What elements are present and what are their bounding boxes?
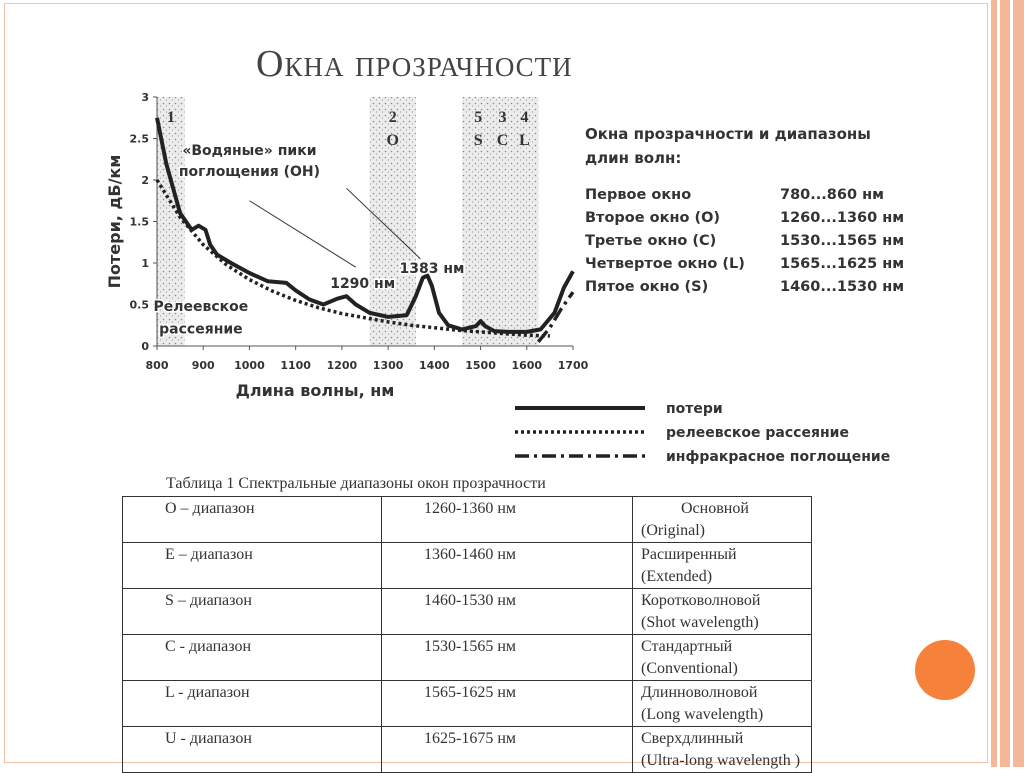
band-name-english: (Shot wavelength) [641, 614, 759, 631]
band-cell: E – диапазон [123, 543, 382, 589]
decorative-dot [915, 640, 975, 700]
slide-title: Окна прозрачности [256, 43, 573, 85]
info-window-range: 1565...1625 нм [780, 256, 905, 272]
window-band-label: C [496, 132, 509, 149]
band-cell: O – диапазон [123, 497, 382, 543]
info-window-range: 1530...1565 нм [780, 233, 905, 249]
chart-annotation: 1290 нм [330, 275, 396, 292]
name-cell [633, 727, 812, 773]
table-row [123, 543, 812, 589]
band-cell: C - диапазон [123, 635, 382, 681]
info-row [585, 230, 925, 253]
legend-label: инфракрасное поглощение [666, 449, 891, 465]
legend-label: потери [666, 401, 723, 417]
y-axis-title: Потери, дБ/км [105, 154, 124, 289]
name-cell [633, 681, 812, 727]
window-number-label: 5 [474, 109, 483, 126]
table-row [123, 681, 812, 727]
name-cell [633, 497, 812, 543]
x-tick-label: 800 [145, 359, 169, 372]
x-tick-label: 1700 [557, 359, 589, 372]
table-row [123, 635, 812, 681]
band-cell: U - диапазон [123, 727, 382, 773]
window-band-label: L [519, 132, 530, 149]
info-heading: Окна прозрачности и диапазоны длин волн: [585, 125, 871, 167]
x-tick-label: 1000 [234, 359, 265, 372]
info-window-name: Четвертое окно (L) [585, 256, 745, 272]
range-cell: 1260-1360 нм [382, 497, 633, 543]
window-info-panel [585, 122, 925, 299]
window-number-label: 2 [388, 109, 397, 126]
range-cell: 1625-1675 нм [382, 727, 633, 773]
band-name: Основной (Original) [641, 500, 749, 539]
table-row [123, 727, 812, 773]
x-tick-label: 1300 [372, 359, 404, 372]
info-window-range: 1260...1360 нм [780, 210, 905, 226]
series-line [538, 292, 573, 342]
window-band-label: O [386, 132, 399, 149]
x-tick-label: 1500 [465, 359, 496, 372]
range-cell: 1460-1530 нм [382, 589, 633, 635]
x-axis-title: Длина волны, нм [235, 381, 395, 400]
window-number-label: 4 [520, 109, 529, 126]
x-tick-label: 1200 [326, 359, 358, 372]
y-tick-label: 2 [141, 174, 149, 187]
window-band-label: S [473, 132, 483, 149]
info-window-name: Первое окно [585, 187, 692, 203]
chart-annotation: «Водяные» пики [182, 143, 317, 160]
legend-label: релеевское рассеяние [666, 425, 849, 441]
x-tick-label: 1100 [280, 359, 311, 372]
window-number-label: 3 [498, 109, 507, 126]
band-name-english: (Long wavelength) [641, 706, 764, 723]
info-window-range: 780...860 нм [780, 187, 884, 203]
table-caption: Таблица 1 Спектральные диапазоны окон прозрачности [166, 475, 546, 492]
info-row [585, 276, 925, 299]
chart-annotation: поглощения (ОН) [178, 163, 321, 180]
chart-annotation: Релеевское [153, 299, 249, 316]
info-row [585, 253, 925, 276]
info-row [585, 207, 925, 230]
x-tick-label: 900 [191, 359, 215, 372]
info-window-name: Второе окно (O) [585, 210, 721, 226]
band-name: Расширенный [641, 546, 737, 563]
range-cell: 1360-1460 нм [382, 543, 633, 589]
band-name: Коротковолновой [641, 592, 761, 609]
band-name: Стандартный [641, 638, 733, 655]
band-name-english: (Ultra-long wavelength ) [641, 752, 801, 769]
name-cell [633, 543, 812, 589]
y-tick-label: 0.5 [129, 298, 149, 312]
range-cell: 1565-1625 нм [382, 681, 633, 727]
band-name: Длинноволновой [641, 684, 758, 701]
name-cell [633, 635, 812, 681]
spectral-bands-table [122, 496, 812, 773]
y-tick-label: 0 [141, 340, 149, 353]
y-tick-label: 3 [141, 91, 149, 104]
table-row [123, 589, 812, 635]
x-tick-label: 1400 [419, 359, 450, 372]
band-cell: L - диапазон [123, 681, 382, 727]
range-cell: 1530-1565 нм [382, 635, 633, 681]
x-tick-label: 1600 [511, 359, 543, 372]
band-name: Сверхдлинный [641, 730, 744, 747]
name-cell [633, 589, 812, 635]
band-name-english: (Conventional) [641, 660, 738, 677]
y-tick-label: 1 [141, 257, 149, 270]
info-rows [585, 184, 925, 299]
y-tick-label: 1.5 [129, 215, 149, 229]
info-window-name: Пятое окно (S) [585, 279, 709, 295]
info-window-range: 1460...1530 нм [780, 279, 905, 295]
y-tick-label: 2.5 [129, 132, 149, 146]
annotation-leader-line [249, 201, 355, 267]
table-row [123, 497, 812, 543]
info-window-name: Третье окно (C) [585, 233, 717, 249]
info-row [585, 184, 925, 207]
window-number-label: 1 [166, 109, 175, 126]
band-cell: S – диапазон [123, 589, 382, 635]
chart-annotation: 1383 нм [399, 260, 465, 277]
band-name-english: (Extended) [641, 568, 713, 585]
chart-annotation: рассеяние [159, 321, 243, 338]
